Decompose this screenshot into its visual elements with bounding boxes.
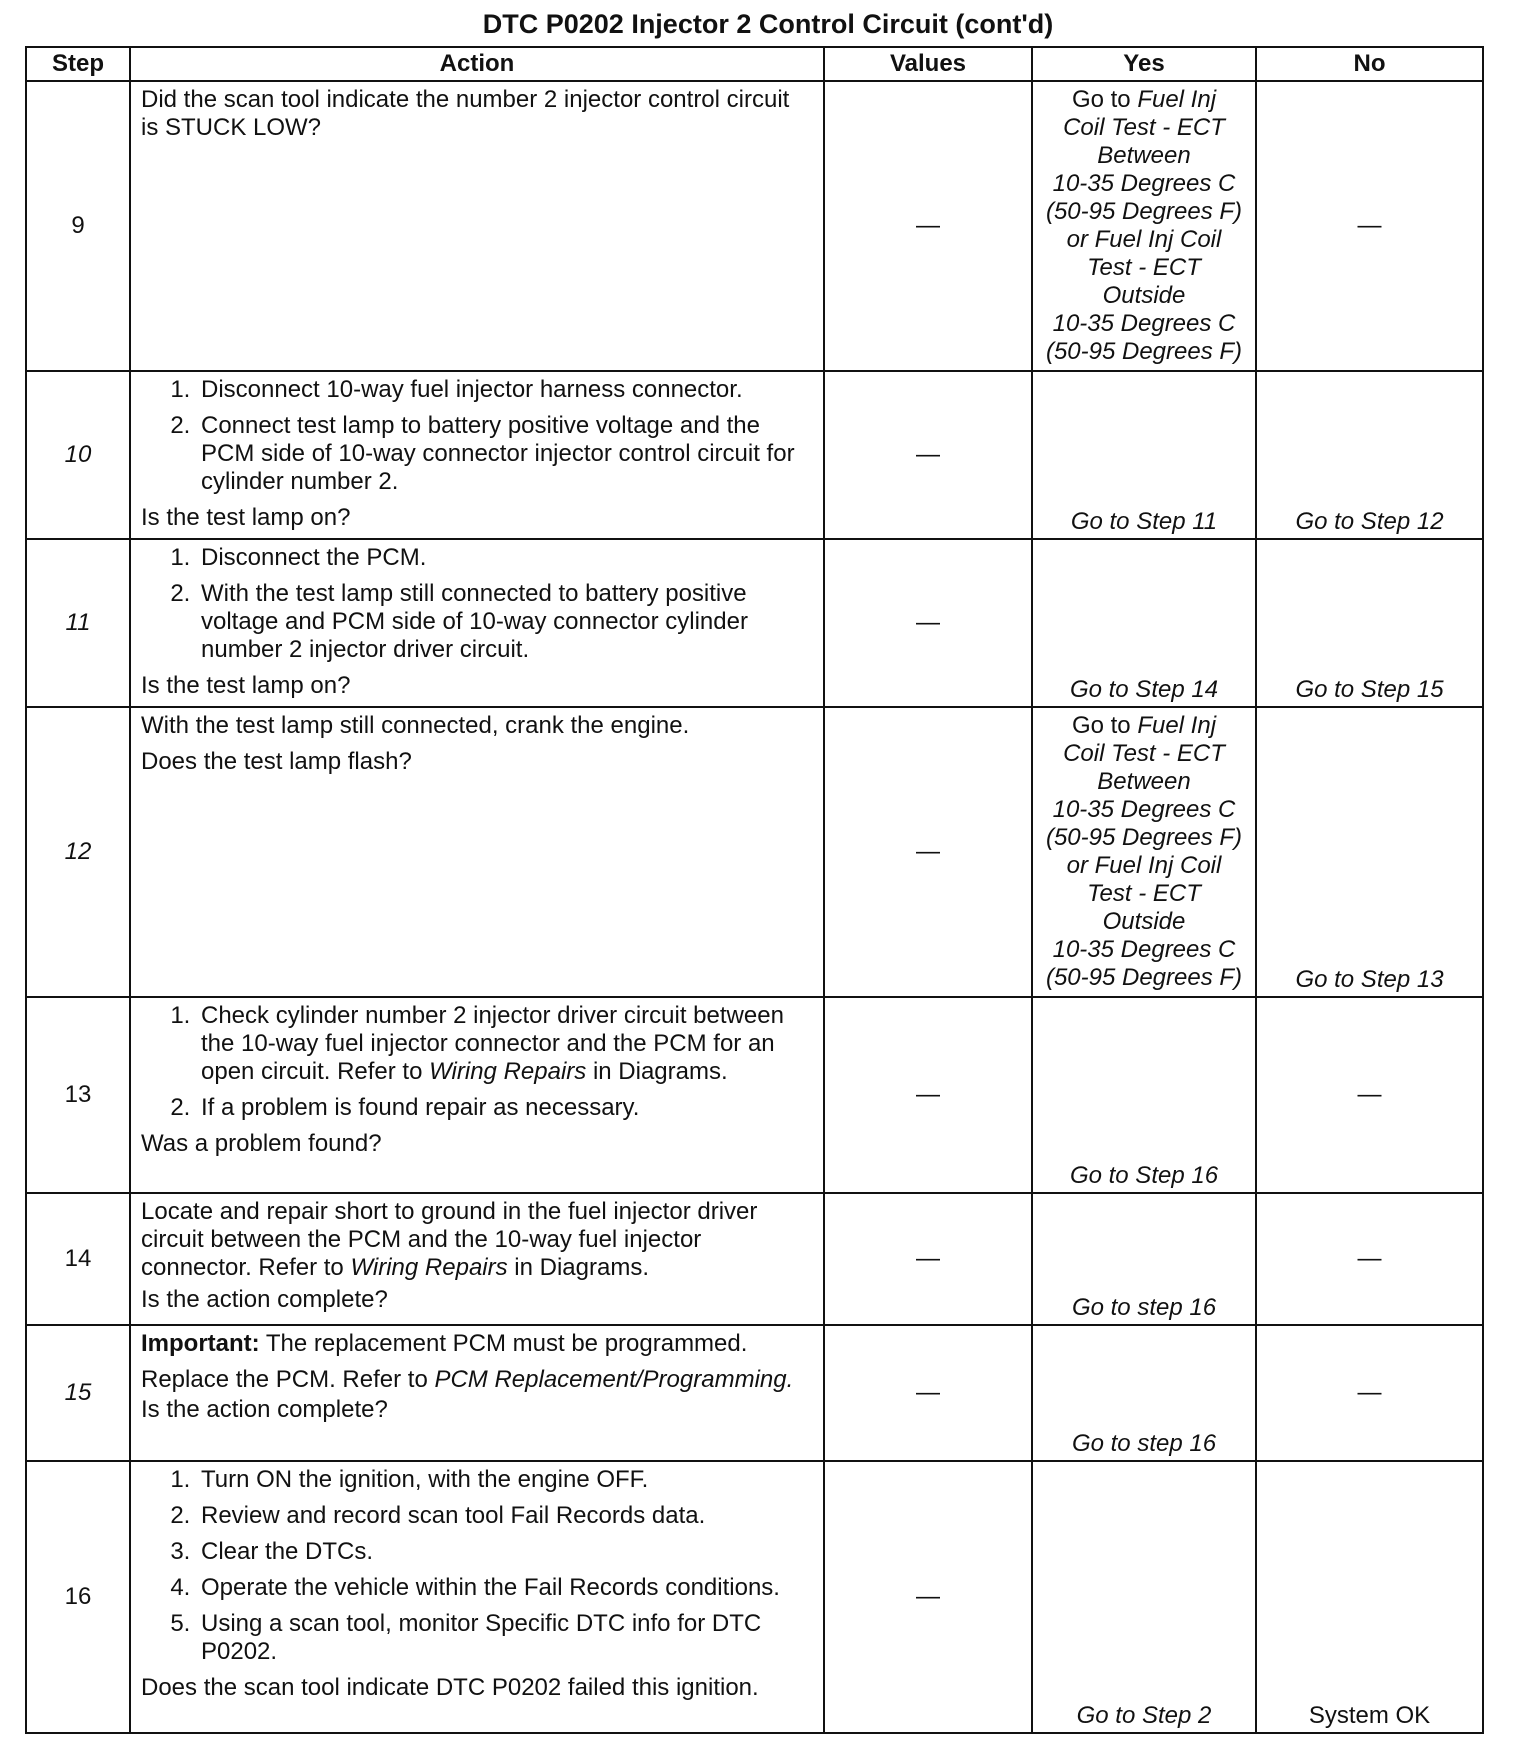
action-cell [130, 707, 824, 997]
yes-go-to: Go to [1071, 712, 1138, 739]
no-cell [1256, 707, 1483, 997]
yes-line: (50-95 Degrees F) [1045, 824, 1243, 851]
action-step-item [197, 1002, 813, 1086]
action-paragraph [141, 1366, 813, 1394]
values-dash: — [916, 838, 940, 865]
action-cell [130, 997, 824, 1193]
action-steps [141, 544, 813, 664]
yes-line: Test - ECT [1087, 880, 1201, 907]
no-cell [1256, 1461, 1483, 1733]
values-cell [824, 1193, 1032, 1325]
no-go-to-step[interactable]: Go to Step 12 [1295, 508, 1444, 535]
action-paragraph: With the test lamp still connected, crank the engine. [141, 712, 690, 739]
action-step-item: 1. Turn ON the ignition, with the engine OFF. [197, 1466, 813, 1494]
step-number: 16 [26, 1461, 130, 1733]
yes-cell [1032, 1461, 1256, 1733]
header-step: Step [26, 47, 130, 81]
no-cell [1256, 371, 1483, 539]
values-cell [824, 81, 1032, 371]
action-steps [141, 376, 813, 496]
values-dash: — [916, 1081, 940, 1108]
action-step-item: 3. Clear the DTCs. [197, 1538, 813, 1566]
yes-go-to-step[interactable]: Go to Step 11 [1070, 508, 1218, 535]
no-go-to-step[interactable]: Go to Step 13 [1295, 966, 1444, 993]
header-action: Action [130, 47, 824, 81]
wiring-repairs-link[interactable]: Wiring Repairs [350, 1254, 508, 1281]
action-question: Does the scan tool indicate DTC P0202 failed this ignition. [141, 1674, 759, 1701]
yes-go-to-step[interactable]: Go to step 16 [1071, 1294, 1217, 1321]
action-cell [130, 1461, 824, 1733]
table-header-row [26, 47, 1483, 81]
action-step-item: 5. Using a scan tool, monitor Specific DTC info for DTC P0202. [197, 1610, 813, 1666]
values-cell [824, 707, 1032, 997]
action-cell [130, 81, 824, 371]
action-paragraph [141, 1198, 813, 1282]
values-dash: — [916, 212, 940, 239]
important-text: The replacement PCM must be programmed. [259, 1330, 748, 1357]
para-text: in Diagrams. [507, 1254, 649, 1281]
yes-line: or Fuel Inj Coil [1066, 852, 1222, 879]
pcm-replacement-link[interactable]: PCM Replacement/Programming. [434, 1366, 794, 1393]
no-cell [1256, 539, 1483, 707]
values-dash: — [916, 441, 940, 468]
action-question: Is the action complete? [141, 1396, 388, 1423]
no-dash: — [1357, 1379, 1382, 1406]
yes-line: 10-35 Degrees C [1052, 796, 1236, 823]
yes-line: Between [1097, 768, 1191, 795]
step-number: 13 [26, 997, 130, 1193]
yes-line: Outside [1102, 908, 1186, 935]
table-row-step-13 [26, 997, 1483, 1193]
yes-line: 10-35 Degrees C [1052, 310, 1236, 337]
yes-cell [1032, 539, 1256, 707]
action-steps [141, 1002, 813, 1122]
yes-line: Coil Test - ECT [1063, 114, 1225, 141]
yes-link-fuel-inj[interactable]: Fuel Inj [1137, 86, 1217, 113]
action-question: Is the action complete? [141, 1286, 388, 1313]
action-steps [141, 1466, 813, 1666]
action-cell [130, 1325, 824, 1461]
para-text: Locate and repair short to ground in the fuel injector driver circuit between the PCM and the 10-way fuel injector connector. Refer to [141, 1198, 758, 1281]
values-cell [824, 1461, 1032, 1733]
values-dash: — [916, 1583, 940, 1610]
header-values: Values [824, 47, 1032, 81]
action-cell [130, 539, 824, 707]
values-cell [824, 997, 1032, 1193]
yes-cell [1032, 371, 1256, 539]
values-dash: — [916, 1245, 940, 1272]
header-yes: Yes [1032, 47, 1256, 81]
table-row-step-11 [26, 539, 1483, 707]
table-row-step-16 [26, 1461, 1483, 1733]
no-dash: — [1357, 1081, 1382, 1108]
yes-cell [1032, 1325, 1256, 1461]
step-text: Check cylinder number 2 injector driver circuit between the 10-way fuel injector connector and the PCM for an open circuit. Refer to [201, 1002, 784, 1085]
action-cell [130, 1193, 824, 1325]
yes-go-to-step[interactable]: Go to Step 16 [1069, 1162, 1219, 1189]
table-row-step-14 [26, 1193, 1483, 1325]
step-number: 10 [26, 371, 130, 539]
no-dash: — [1357, 212, 1382, 239]
no-dash: — [1357, 1245, 1382, 1272]
action-step-item: 2. With the test lamp still connected to battery positive voltage and PCM side of 10-way connector cylinder number 2 injector driver circuit. [197, 580, 813, 664]
header-no: No [1256, 47, 1483, 81]
yes-cell [1032, 707, 1256, 997]
action-step-item: 2. Review and record scan tool Fail Records data. [197, 1502, 813, 1530]
step-number: 14 [26, 1193, 130, 1325]
values-dash: — [916, 1379, 940, 1406]
yes-go-to-step[interactable]: Go to step 16 [1071, 1430, 1217, 1457]
table-row-step-10 [26, 371, 1483, 539]
values-cell [824, 539, 1032, 707]
action-question: Is the test lamp on? [141, 504, 351, 531]
no-cell [1256, 997, 1483, 1193]
important-label: Important: [141, 1330, 260, 1357]
step-number: 11 [26, 539, 130, 707]
yes-cell [1032, 1193, 1256, 1325]
table-row-step-15 [26, 1325, 1483, 1461]
yes-go-to-step[interactable]: Go to Step 14 [1069, 676, 1219, 703]
no-cell [1256, 81, 1483, 371]
table-row-step-9 [26, 81, 1483, 371]
diagnostic-table [25, 46, 1484, 1734]
step-text: in Diagrams. [586, 1058, 728, 1085]
no-go-to-step[interactable]: Go to Step 15 [1295, 676, 1444, 703]
yes-cell [1032, 997, 1256, 1193]
table-row-step-12 [26, 707, 1483, 997]
yes-line: Between [1097, 142, 1191, 169]
yes-link-fuel-inj[interactable]: Fuel Inj [1137, 712, 1217, 739]
important-note [141, 1330, 813, 1358]
wiring-repairs-link[interactable]: Wiring Repairs [429, 1058, 587, 1085]
no-result: System OK [1308, 1702, 1431, 1729]
step-number: 9 [26, 81, 130, 371]
values-dash: — [916, 609, 940, 636]
yes-line: Test - ECT [1087, 254, 1201, 281]
yes-line: (50-95 Degrees F) [1045, 338, 1243, 365]
yes-line: 10-35 Degrees C [1052, 170, 1236, 197]
action-question: Did the scan tool indicate the number 2 injector control circuit is STUCK LOW? [141, 86, 790, 141]
action-question: Was a problem found? [141, 1130, 382, 1157]
action-cell [130, 371, 824, 539]
yes-line: Coil Test - ECT [1063, 740, 1225, 767]
yes-line: (50-95 Degrees F) [1045, 198, 1243, 225]
action-step-item: 4. Operate the vehicle within the Fail Records conditions. [197, 1574, 813, 1602]
yes-line: 10-35 Degrees C [1052, 936, 1236, 963]
page-title: DTC P0202 Injector 2 Control Circuit (cont'd) [482, 9, 1054, 39]
yes-line: (50-95 Degrees F) [1045, 964, 1243, 991]
yes-line: Outside [1102, 282, 1186, 309]
action-question: Does the test lamp flash? [141, 748, 412, 775]
para-text: Replace the PCM. Refer to [141, 1366, 435, 1393]
yes-go-to: Go to [1071, 86, 1138, 113]
yes-go-to-step[interactable]: Go to Step 2 [1076, 1702, 1212, 1729]
action-step-item: 1. Disconnect 10-way fuel injector harness connector. [197, 376, 813, 404]
action-step-item: 1. Disconnect the PCM. [197, 544, 813, 572]
action-step-item: 2. Connect test lamp to battery positive voltage and the PCM side of 10-way connector injector control circuit for cylinder number 2. [197, 412, 813, 496]
action-step-item: 2. If a problem is found repair as necessary. [197, 1094, 813, 1122]
no-cell [1256, 1325, 1483, 1461]
yes-line: or Fuel Inj Coil [1066, 226, 1222, 253]
step-number: 15 [26, 1325, 130, 1461]
action-question: Is the test lamp on? [141, 672, 351, 699]
values-cell [824, 1325, 1032, 1461]
no-cell [1256, 1193, 1483, 1325]
values-cell [824, 371, 1032, 539]
step-number: 12 [26, 707, 130, 997]
yes-cell [1032, 81, 1256, 371]
